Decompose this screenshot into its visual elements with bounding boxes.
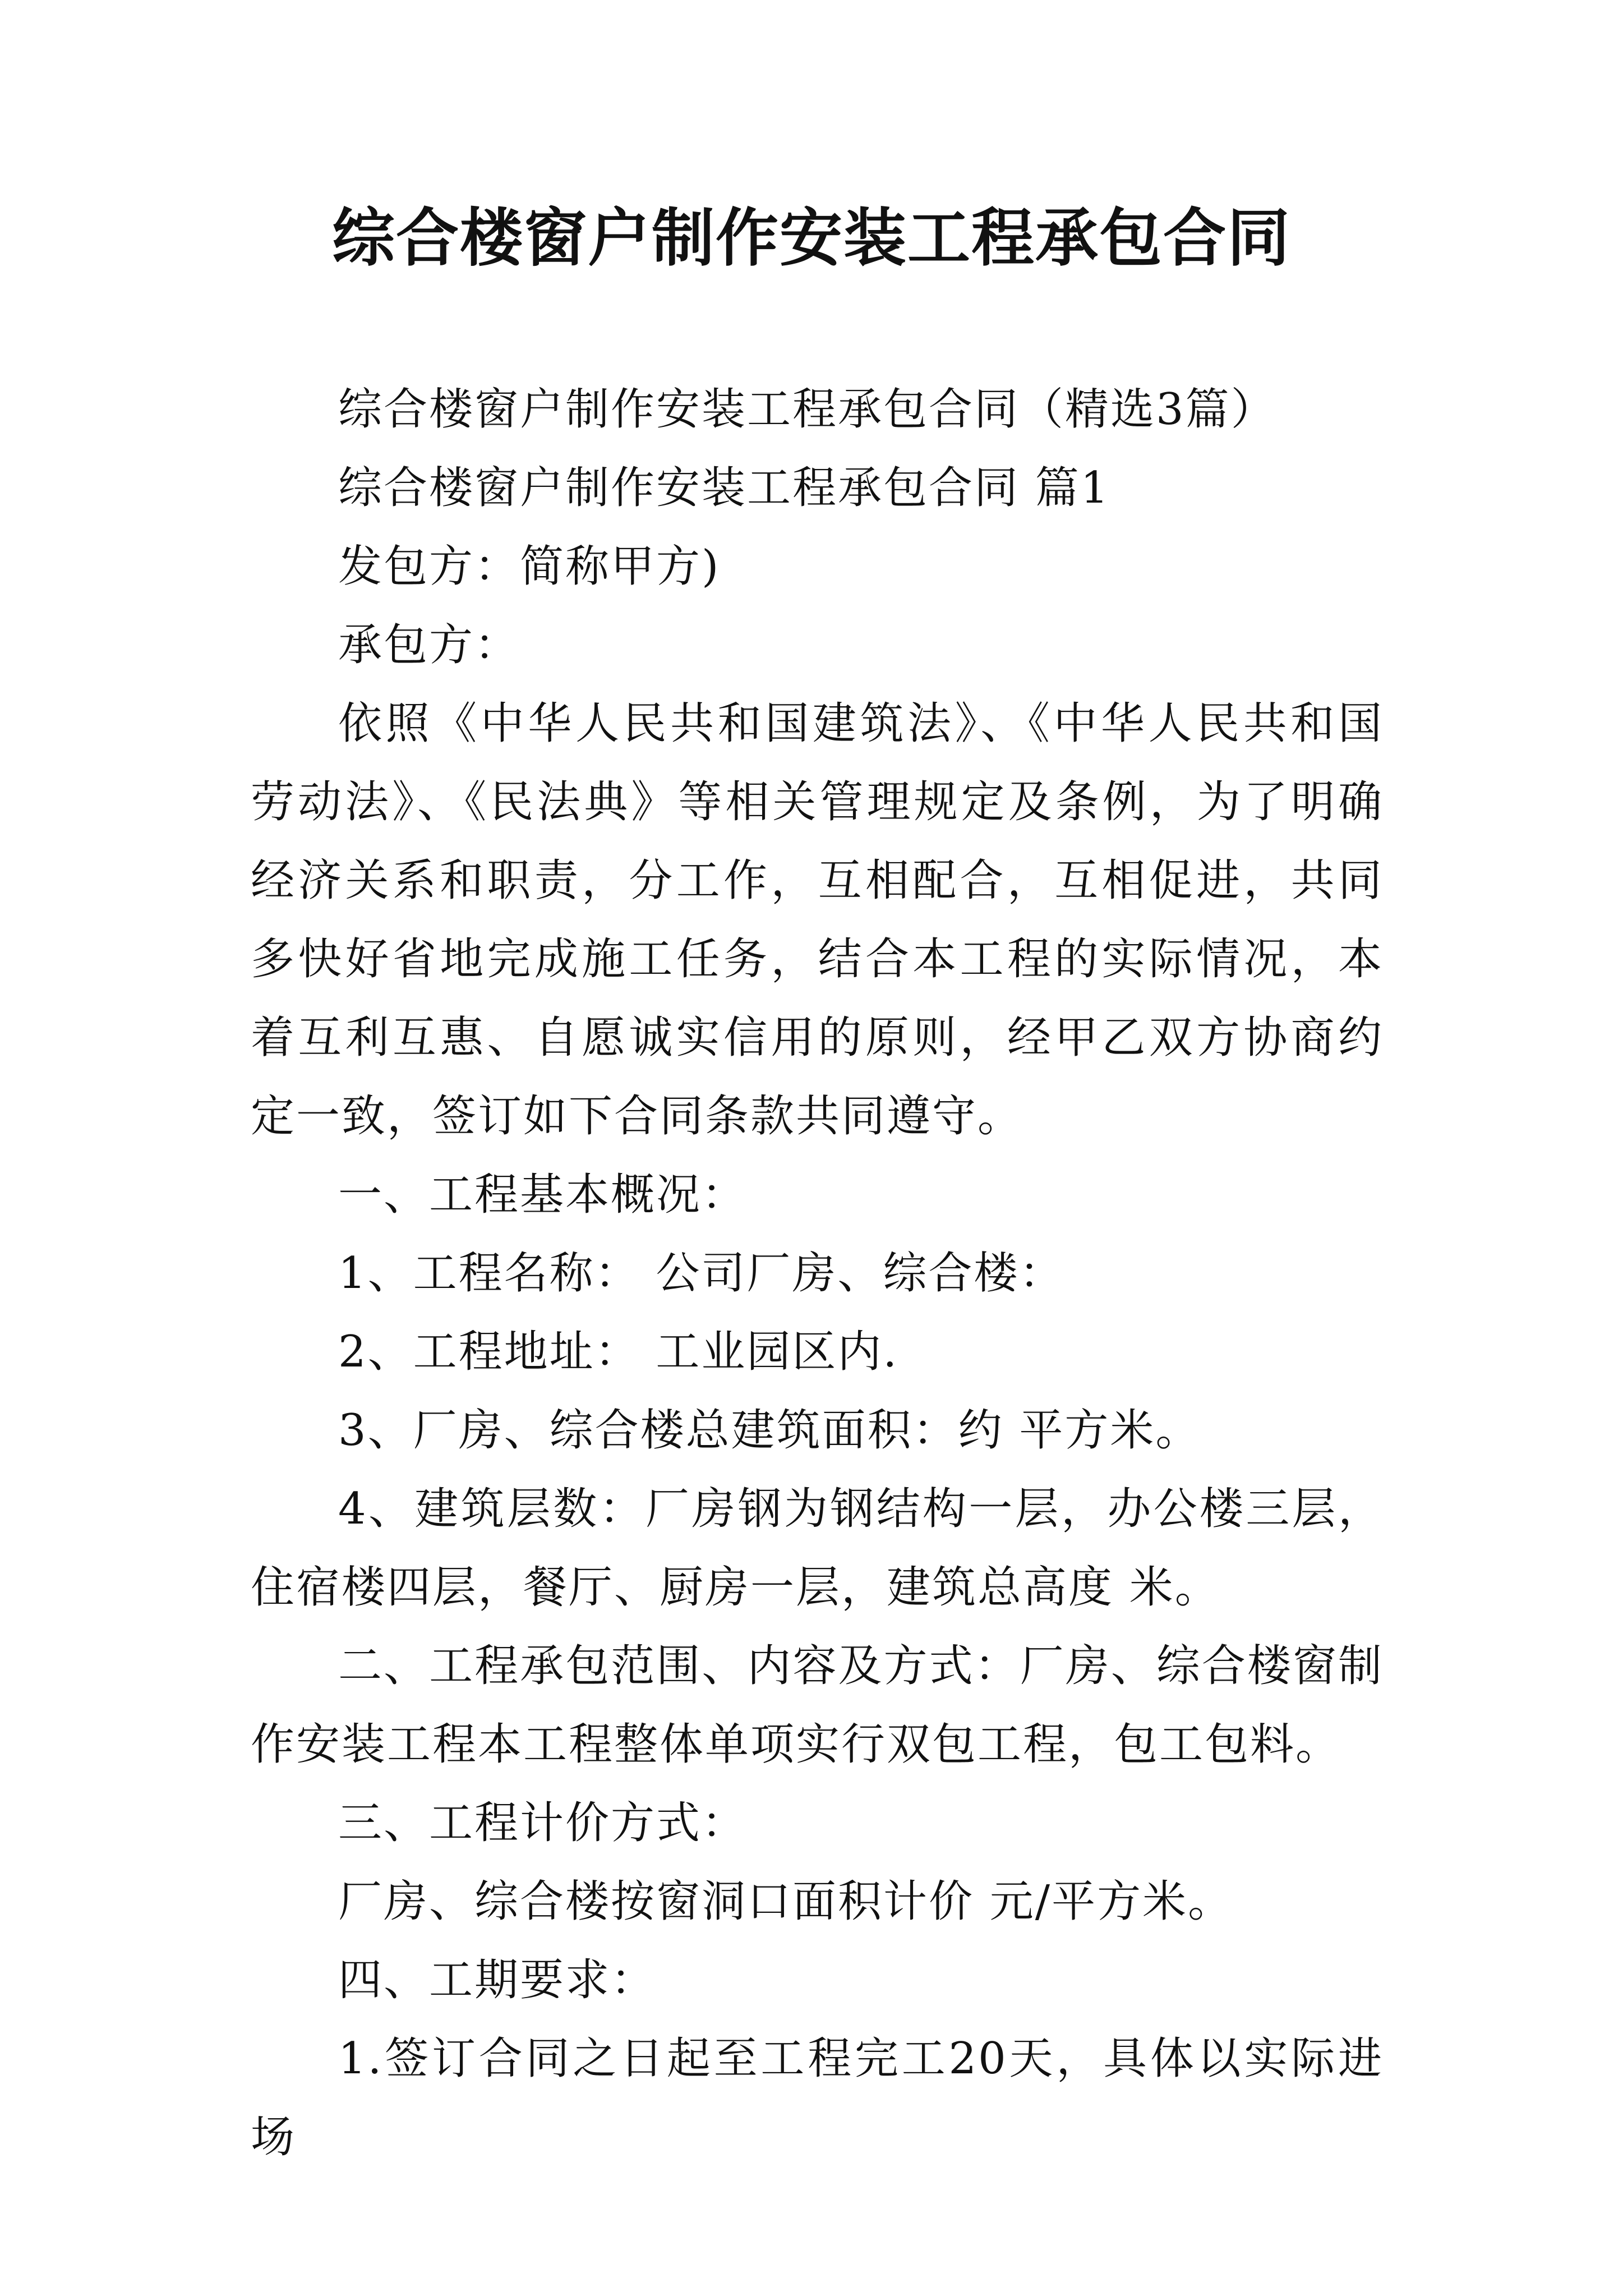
paragraph-employer: 发包方：简称甲方) bbox=[338, 541, 721, 592]
document-title: 综合楼窗户制作安装工程承包合同 bbox=[332, 201, 1291, 275]
document-body bbox=[251, 370, 1384, 2177]
paragraph-project-name: 1、工程名称： 公司厂房、综合楼： bbox=[338, 1248, 1065, 1299]
section-heading-pricing: 三、工程计价方式： bbox=[338, 1798, 748, 1848]
paragraph-building-area: 3、厂房、综合楼总建筑面积：约 平方米。 bbox=[338, 1405, 1201, 1456]
paragraph-subtitle-selection: 综合楼窗户制作安装工程承包合同（精选3篇） bbox=[338, 384, 1276, 435]
paragraph-subtitle-part-1: 综合楼窗户制作安装工程承包合同 篇1 bbox=[338, 463, 1110, 513]
paragraph-preamble: 依照《中华人民共和国建筑法》、《中华人民共和国劳动法》、《民法典》等相关管理规定及条例，为了明确经济关系和职责，分工作，互相配合，互相促进，共同多快好省地完成施工任务，结合本工程的实际情况，本着互利互惠、自愿诚实信用的原则，经甲乙双方协商约定一致，签订如下合同条款共同遵守。 bbox=[251, 698, 1384, 1142]
paragraph-pricing: 厂房、综合楼按窗洞口面积计价 元/平方米。 bbox=[338, 1876, 1234, 1927]
paragraph-schedule-1: 1.签订合同之日起至工程完工20天，具体以实际进场 bbox=[251, 2033, 1384, 2162]
paragraph-building-floors: 4、建筑层数：厂房钢为钢结构一层，办公楼三层，住宿楼四层，餐厅、厨房一层，建筑总高度 米。 bbox=[251, 1484, 1384, 1613]
paragraph-contractor: 承包方： bbox=[338, 620, 520, 670]
section-heading-schedule: 四、工期要求： bbox=[338, 1955, 657, 2005]
section-heading-overview: 一、工程基本概况： bbox=[338, 1170, 748, 1220]
paragraph-project-address: 2、工程地址： 工业园区内. bbox=[338, 1327, 899, 1377]
section-heading-scope: 二、工程承包范围、内容及方式：厂房、综合楼窗制作安装工程本工程整体单项实行双包工程，包工包料。 bbox=[251, 1641, 1384, 1770]
